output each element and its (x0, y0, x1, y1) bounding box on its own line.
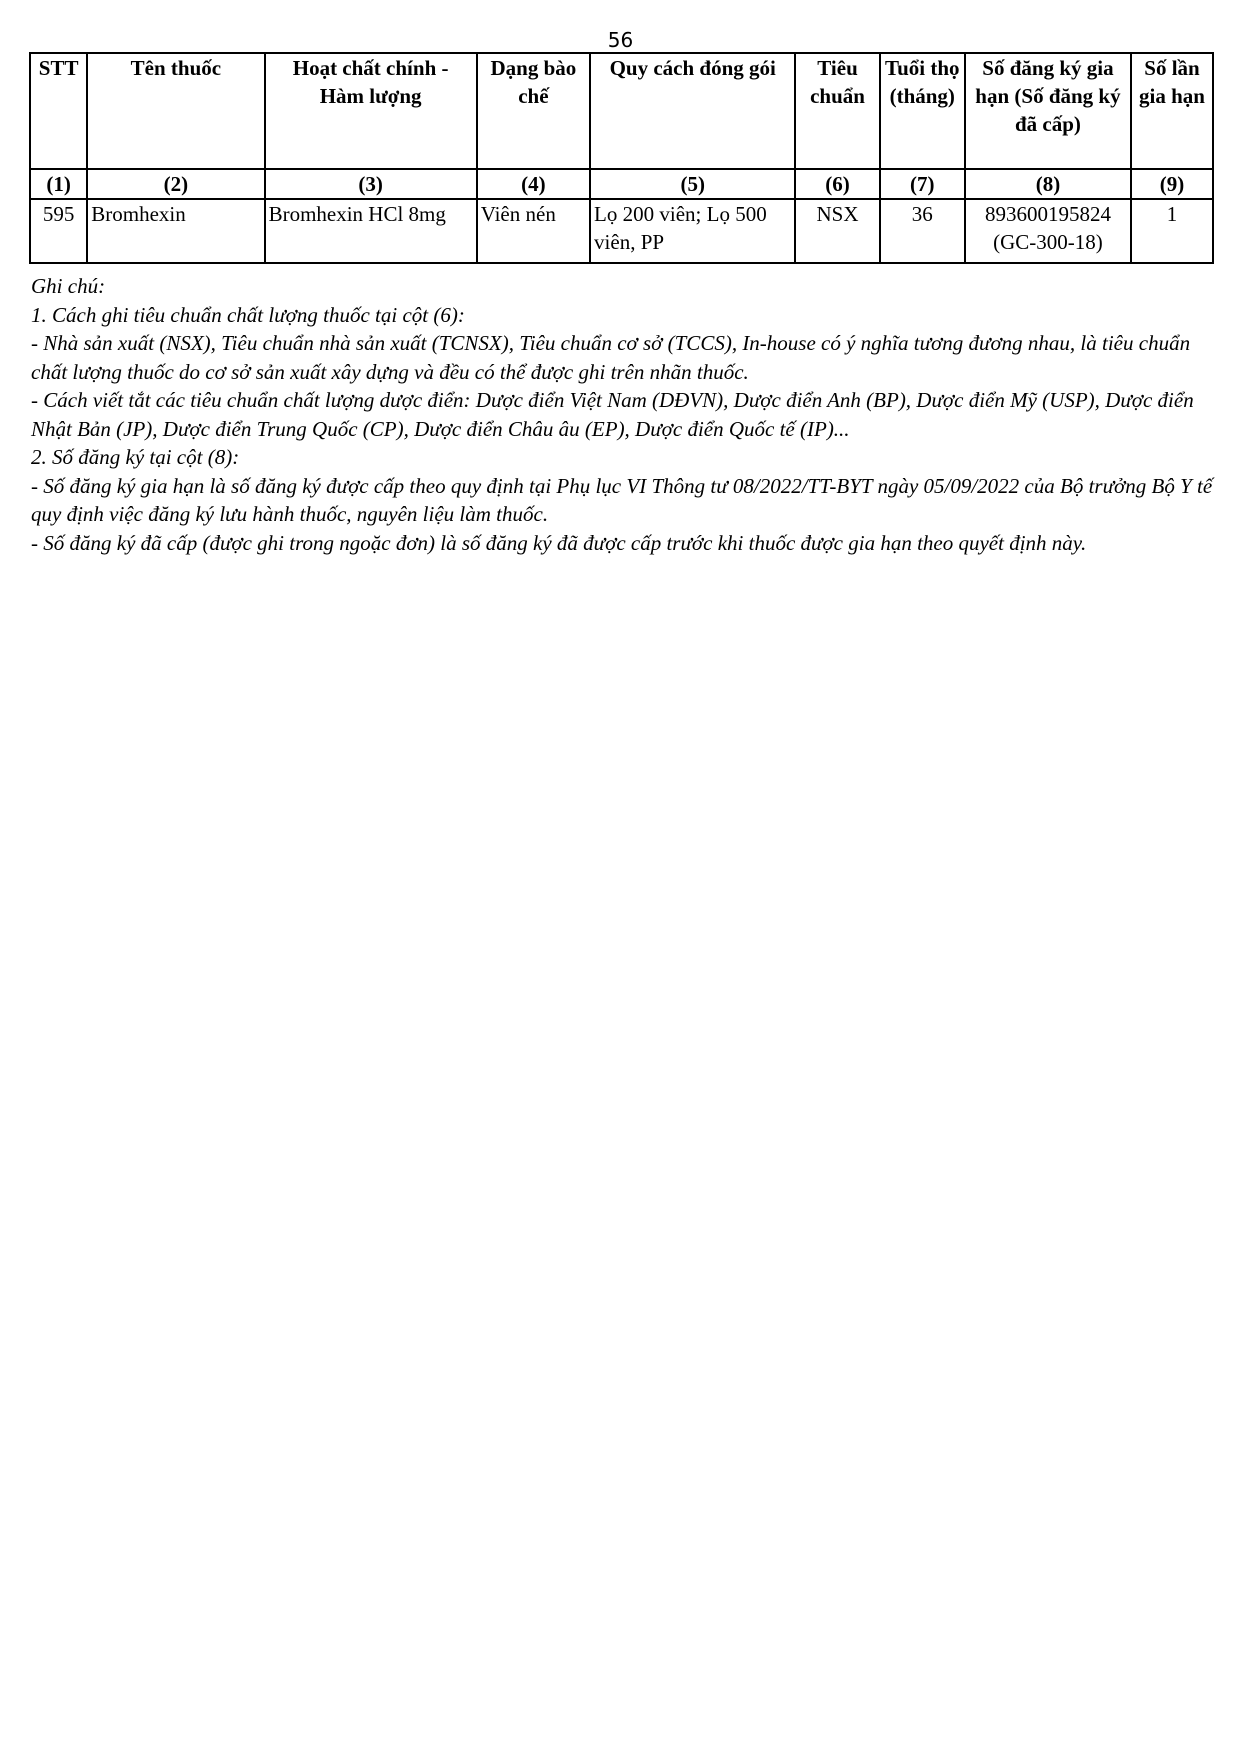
cell-tuoi-tho: 36 (880, 199, 965, 263)
notes-section (31, 272, 1216, 557)
column-header-so-lan-gia-han: Số lần gia hạn (1131, 53, 1213, 169)
column-header-hoat-chat: Hoạt chất chính - Hàm lượng (265, 53, 477, 169)
cell-hoat-chat: Bromhexin HCl 8mg (265, 199, 477, 263)
previous-registration-number: (GC-300-18) (993, 230, 1103, 254)
drug-registration-table (29, 52, 1214, 264)
column-header-dang-bao-che: Dạng bào chế (477, 53, 590, 169)
note-line: - Cách viết tắt các tiêu chuẩn chất lượng dược điển: Dược điển Việt Nam (DĐVN), Dược điển Anh (BP), Dược điển Mỹ (USP), Dược điển Nhật Bản (JP), Dược điển Trung Quốc (CP), Dược điển Châu âu (EP), Dược điển Quốc tế (IP)... (31, 388, 1194, 441)
column-index: (8) (965, 169, 1131, 199)
column-index: (9) (1131, 169, 1213, 199)
column-header-quy-cach: Quy cách đóng gói (590, 53, 795, 169)
note-line: 2. Số đăng ký tại cột (8): (31, 445, 240, 469)
column-index: (4) (477, 169, 590, 199)
column-header-stt: STT (30, 53, 87, 169)
cell-ten-thuoc: Bromhexin (87, 199, 264, 263)
cell-so-lan-gia-han: 1 (1131, 199, 1213, 263)
cell-so-dang-ky (965, 199, 1131, 263)
cell-tieu-chuan: NSX (795, 199, 879, 263)
table-header-row (30, 53, 1213, 169)
table-row (30, 199, 1213, 263)
column-index: (3) (265, 169, 477, 199)
column-index: (5) (590, 169, 795, 199)
column-index: (2) (87, 169, 264, 199)
note-line: - Nhà sản xuất (NSX), Tiêu chuẩn nhà sản xuất (TCNSX), Tiêu chuẩn cơ sở (TCCS), In-house có ý nghĩa tương đương nhau, là tiêu chuẩn chất lượng thuốc do cơ sở sản xuất xây dựng và đều có thể được ghi trên nhãn thuốc. (31, 331, 1191, 384)
column-header-tuoi-tho: Tuổi thọ (tháng) (880, 53, 965, 169)
registration-number: 893600195824 (984, 202, 1111, 226)
cell-dang-bao-che: Viên nén (477, 199, 590, 263)
note-line: - Số đăng ký đã cấp (được ghi trong ngoặc đơn) là số đăng ký đã được cấp trước khi thuốc được gia hạn theo quyết định này. (31, 530, 1087, 555)
column-index: (1) (30, 169, 87, 199)
notes-title: Ghi chú: (31, 274, 106, 298)
column-header-tieu-chuan: Tiêu chuẩn (795, 53, 879, 169)
page-number: 56 (607, 28, 634, 52)
column-header-ten-thuoc: Tên thuốc (87, 53, 264, 169)
column-header-so-dang-ky: Số đăng ký gia hạn (Số đăng ký đã cấp) (965, 53, 1131, 169)
cell-stt: 595 (30, 199, 87, 263)
note-line: 1. Cách ghi tiêu chuẩn chất lượng thuốc tại cột (6): (31, 302, 465, 327)
table-index-row (30, 169, 1213, 199)
cell-quy-cach: Lọ 200 viên; Lọ 500 viên, PP (590, 199, 795, 263)
column-index: (7) (880, 169, 965, 199)
note-line: - Số đăng ký gia hạn là số đăng ký được cấp theo quy định tại Phụ lục VI Thông tư 08/2022/TT-BYT ngày 05/09/2022 của Bộ trưởng Bộ Y tế quy định việc đăng ký lưu hành thuốc, nguyên liệu làm thuốc. (31, 473, 1213, 526)
column-index: (6) (795, 169, 879, 199)
